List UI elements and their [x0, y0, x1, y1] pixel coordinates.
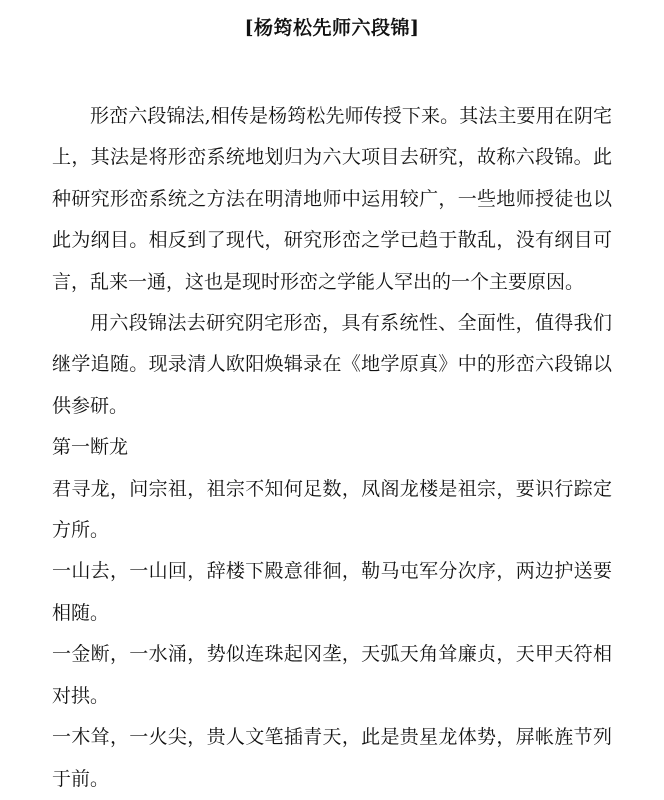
verse-line: 君寻龙，问宗祖，祖宗不知何足数，凤阁龙楼是祖宗，要识行踪定方所。	[52, 477, 612, 542]
intro-paragraph: 形峦六段锦法,相传是杨筠松先师传授下来。其法主要用在阴宅上，其法是将形峦系统地划归为六大项目去研究，故称六段锦。此种研究形峦系统之方法在明清地师中运用较广，一些地师授徒也以此为纲目。相反到了现代，研究形峦之学已趋于散乱，没有纲目可言，乱来一通，这也是现时形峦之学能人罕出的一个主要原因。	[52, 105, 612, 293]
verse-line: 一山去，一山回，辞楼下殿意徘徊，勒马屯军分次序，两边护送要相随。	[52, 560, 612, 624]
verse-line: 一木耸，一火尖，贵人文笔插青天，此是贵星龙体势，屏帐旌节列于前。	[52, 726, 612, 790]
section-heading: 第一断龙	[52, 436, 129, 459]
method-paragraph: 用六段锦法去研究阴宅形峦，具有系统性、全面性，值得我们继学追随。现录清人欧阳焕辑录在《地学原真》中的形峦六段锦以供参研。	[52, 312, 612, 417]
document-body	[52, 96, 612, 800]
verse-line: 一金断，一水涌，势似连珠起冈垄，天弧天角耸廉贞，天甲天符相对拱。	[52, 643, 612, 707]
document-title: [杨筠松先师六段锦]	[244, 17, 420, 39]
